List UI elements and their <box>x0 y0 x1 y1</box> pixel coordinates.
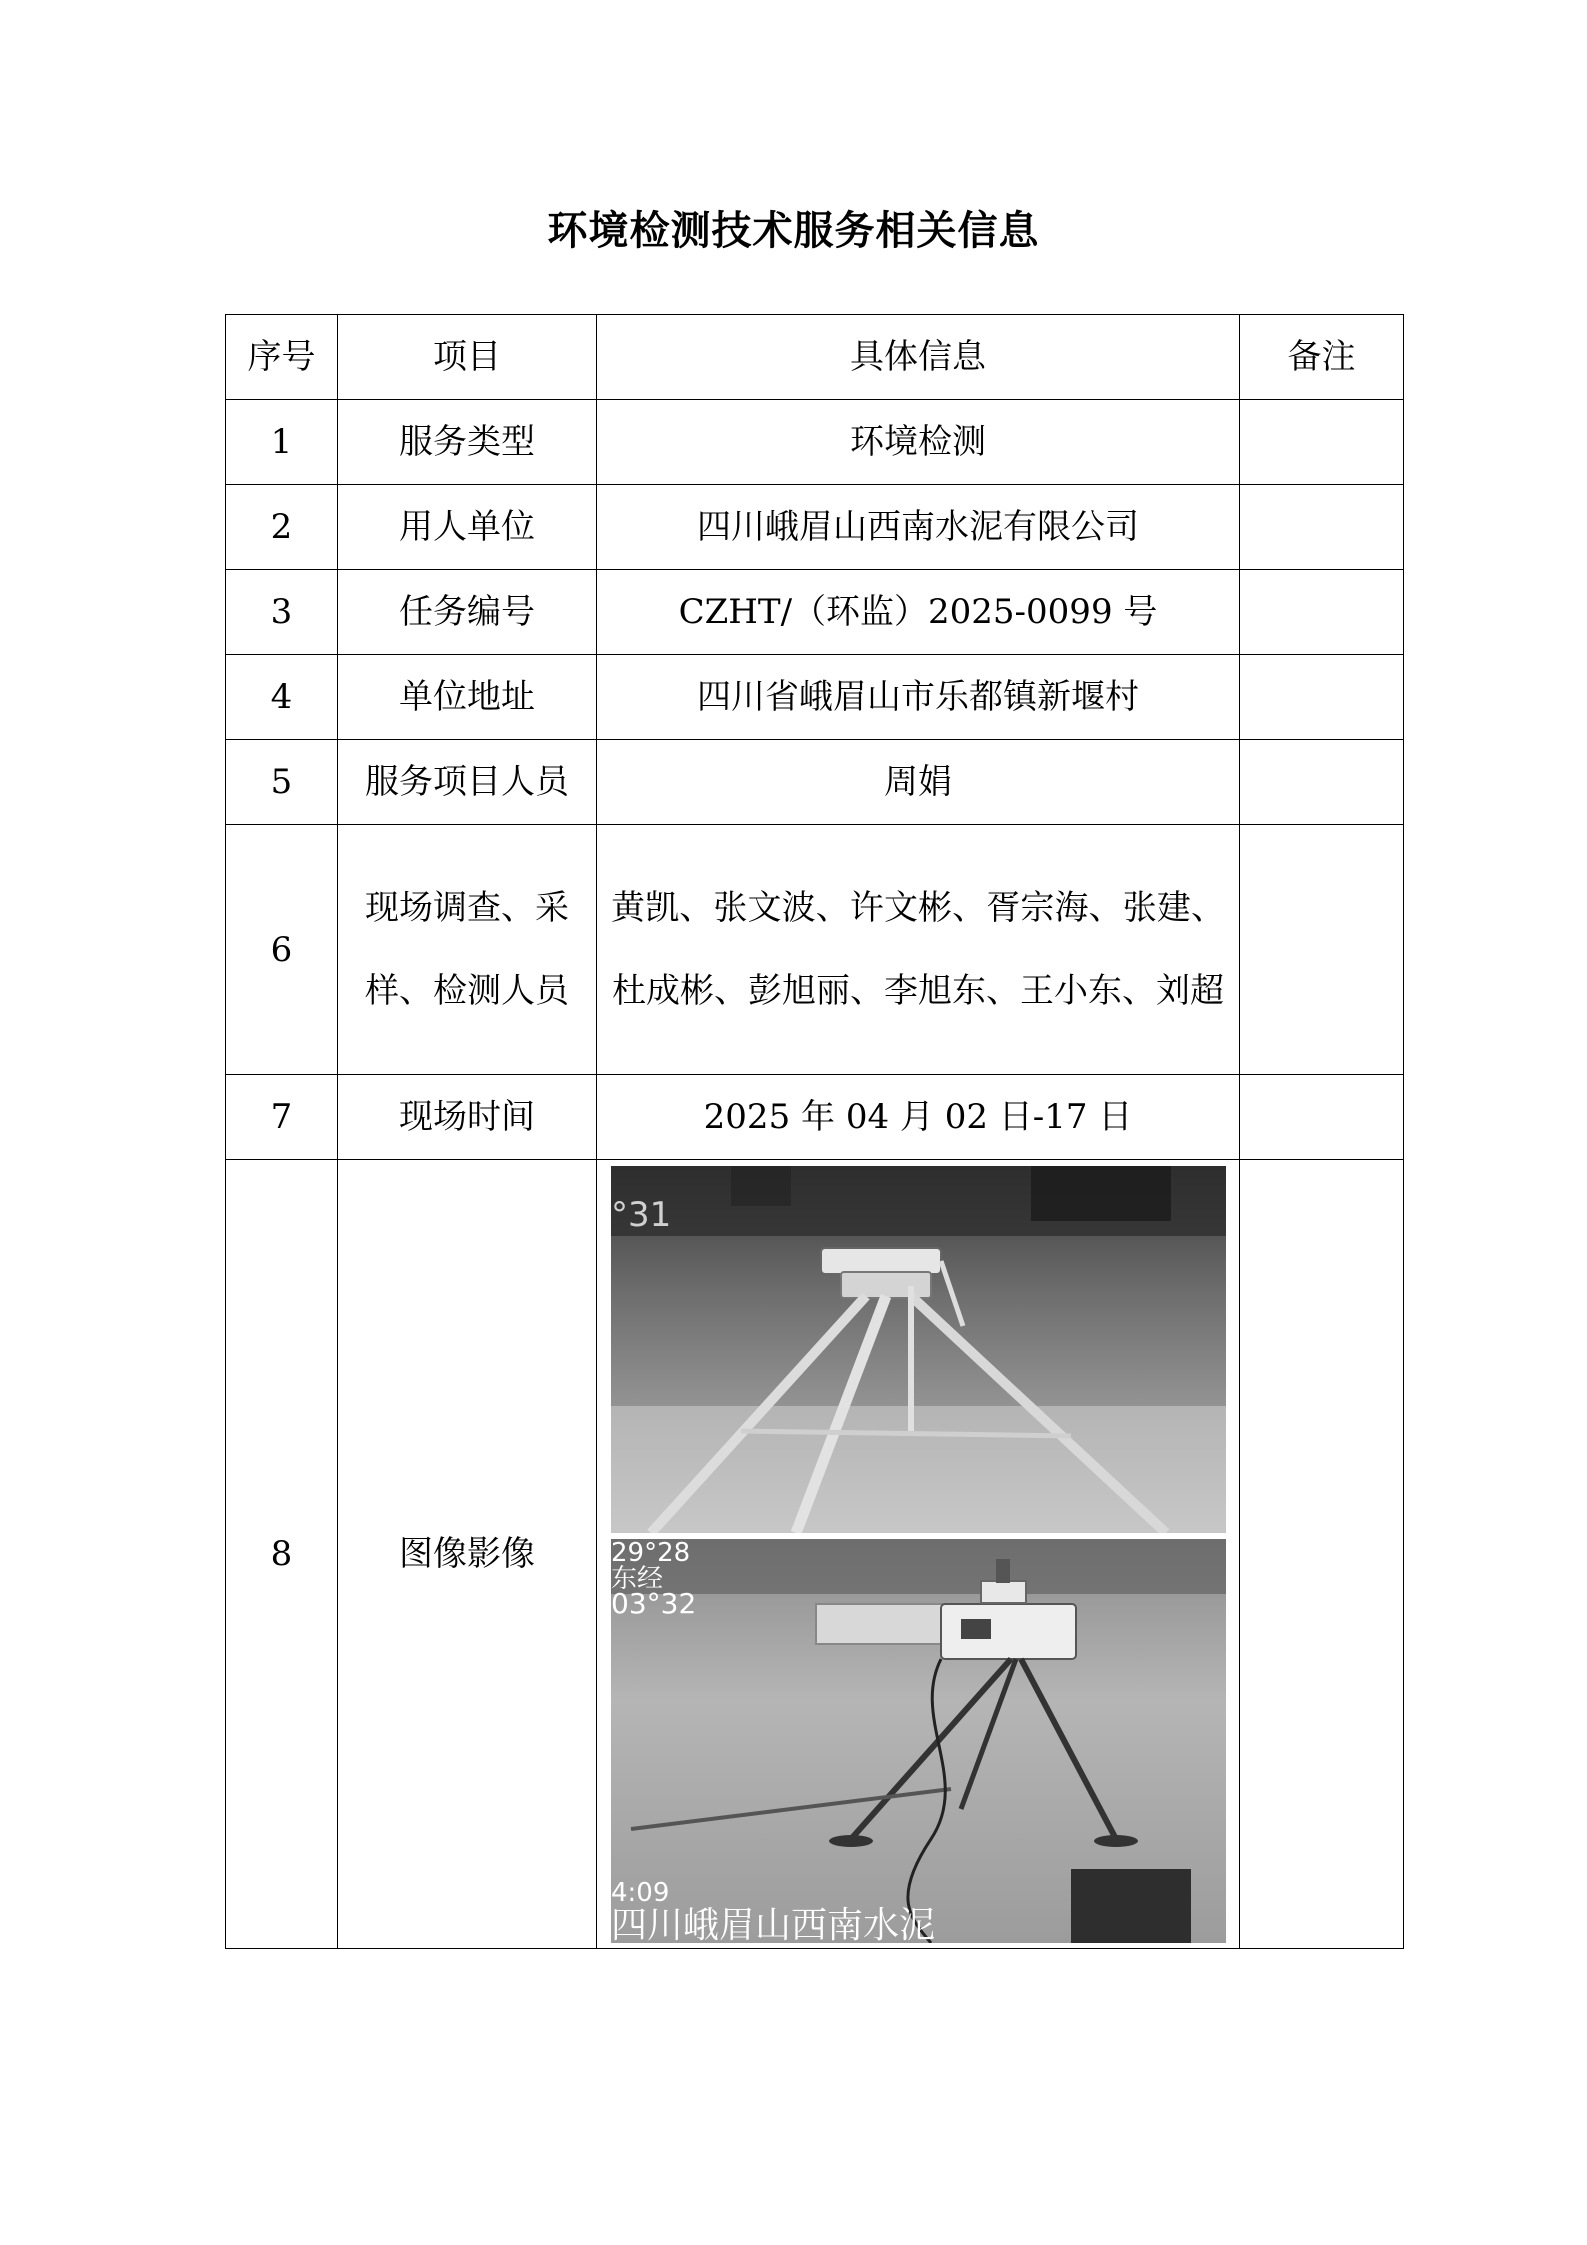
row-no: 5 <box>226 740 338 825</box>
site-photo-tripod <box>611 1166 1226 1533</box>
row-info: 周娟 <box>597 740 1240 825</box>
row-no: 6 <box>226 825 338 1075</box>
row-info: 2025 年 04 月 02 日-17 日 <box>597 1075 1240 1160</box>
row-no: 3 <box>226 570 338 655</box>
row-info-images <box>597 1160 1240 1949</box>
row-item: 任务编号 <box>338 570 597 655</box>
table-row <box>226 1160 1404 1949</box>
row-no: 4 <box>226 655 338 740</box>
photo1-overlay-text: °31 <box>611 1194 672 1235</box>
photo2-overlay-line-4: 4:09 <box>611 1877 670 1908</box>
photo2-overlay-line-5: 四川峨眉山西南水泥 <box>611 1904 936 1943</box>
row-remark <box>1240 740 1404 825</box>
photo2-overlay-line-2: 东经 <box>611 1563 664 1594</box>
row-no: 2 <box>226 485 338 570</box>
info-table <box>225 314 1404 1949</box>
row-no: 8 <box>226 1160 338 1949</box>
row-item: 图像影像 <box>338 1160 597 1949</box>
table-header-row <box>226 315 1404 400</box>
row-item: 用人单位 <box>338 485 597 570</box>
page-title: 环境检测技术服务相关信息 <box>547 207 1040 254</box>
row-no: 1 <box>226 400 338 485</box>
table-row <box>226 400 1404 485</box>
row-info: 黄凯、张文波、许文彬、胥宗海、张建、杜成彬、彭旭丽、李旭东、王小东、刘超 <box>597 825 1240 1075</box>
row-item: 单位地址 <box>338 655 597 740</box>
photo2-overlay-line-3: 03°32 <box>611 1586 697 1620</box>
site-photo-sampler <box>611 1539 1226 1943</box>
header-no: 序号 <box>226 315 338 400</box>
row-no: 7 <box>226 1075 338 1160</box>
table-row <box>226 570 1404 655</box>
row-remark <box>1240 1160 1404 1949</box>
header-info: 具体信息 <box>597 315 1240 400</box>
row-remark <box>1240 570 1404 655</box>
row-remark <box>1240 655 1404 740</box>
tripod-photo-graphic <box>611 1166 1226 1533</box>
row-item: 服务类型 <box>338 400 597 485</box>
table-row <box>226 740 1404 825</box>
row-info: CZHT/（环监）2025-0099 号 <box>597 570 1240 655</box>
table-row <box>226 825 1404 1075</box>
row-info: 四川峨眉山西南水泥有限公司 <box>597 485 1240 570</box>
row-item: 服务项目人员 <box>338 740 597 825</box>
table-row <box>226 1075 1404 1160</box>
row-remark <box>1240 485 1404 570</box>
row-remark <box>1240 825 1404 1075</box>
header-item: 项目 <box>338 315 597 400</box>
sampler-photo-graphic <box>611 1539 1226 1943</box>
table-row <box>226 655 1404 740</box>
row-info: 环境检测 <box>597 400 1240 485</box>
row-info: 四川省峨眉山市乐都镇新堰村 <box>597 655 1240 740</box>
photo2-overlay-line-1: 29°28 <box>611 1538 691 1568</box>
row-item: 现场调查、采样、检测人员 <box>338 825 597 1075</box>
row-remark <box>1240 400 1404 485</box>
header-remark: 备注 <box>1240 315 1404 400</box>
row-remark <box>1240 1075 1404 1160</box>
row-item: 现场时间 <box>338 1075 597 1160</box>
table-row <box>226 485 1404 570</box>
